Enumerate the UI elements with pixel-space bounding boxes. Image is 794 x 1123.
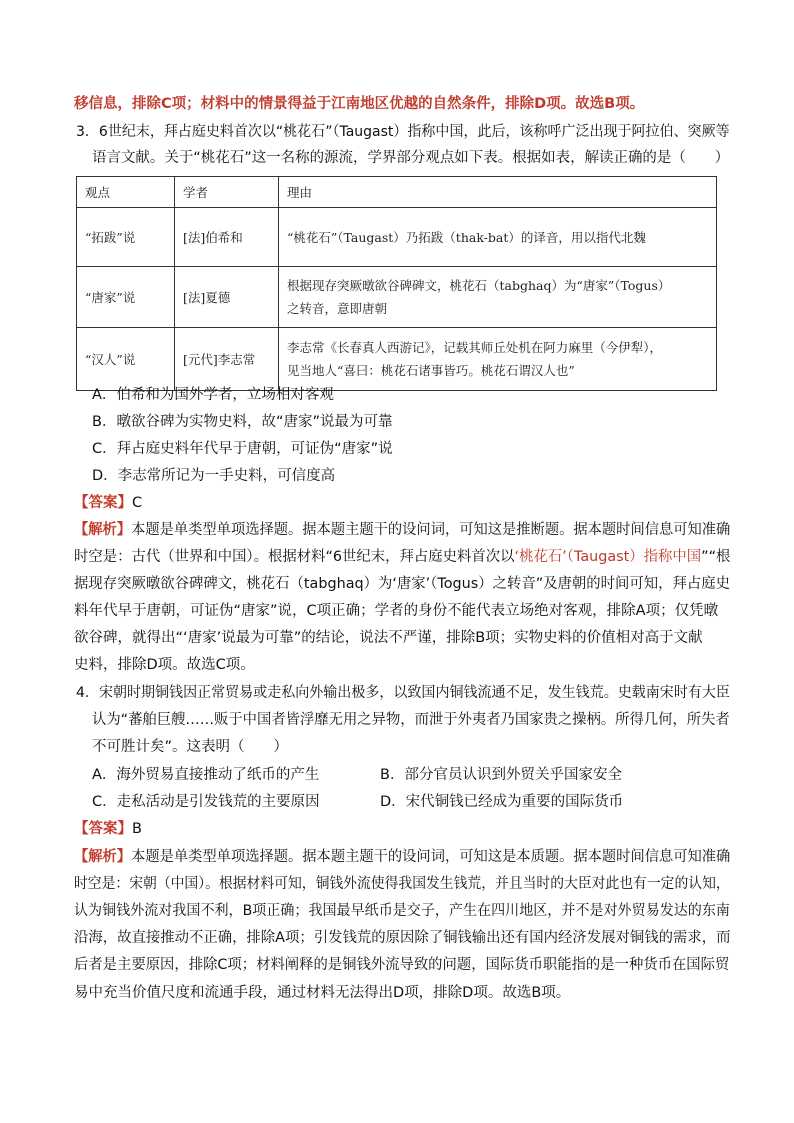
answer-label: 【答案】 (74, 821, 132, 837)
q3-option-b: B．暾欲谷碑为实物史料，故“唐家”说最为可靠 (92, 414, 393, 430)
q3-analysis-line-4: 料年代早于唐朝，可证伪“唐家”说，C项正确；学者的身份不能代表立场绝对客观，排除A项；仅凭暾 (74, 603, 719, 619)
q4-analysis-line-2: 时空是：宋朝（中国）。根据材料可知，铜钱外流使得我国发生钱荒，并且当时的大臣对此也有一定的认知， (74, 876, 730, 892)
q4-option-c: C．走私活动是引发钱荒的主要原因 (92, 794, 320, 810)
reason-line: 李志常《长春真人西游记》，记载其师丘处机在阿力麻里（今伊犁）， (287, 340, 663, 355)
table-cell-reason (279, 208, 717, 267)
table-row (77, 267, 717, 328)
reason-line: 之转音，意即唐朝 (287, 301, 388, 316)
answer-value: C (132, 495, 143, 511)
q4-answer (74, 817, 142, 841)
table-cell-view: “拓跋”说 (77, 208, 175, 267)
q4-option-d: D．宋代铜钱已经成为重要的国际货币 (380, 794, 624, 810)
q4-option-b: B．部分官员认识到外贸关乎国家安全 (380, 767, 622, 783)
analysis-label: 【解析】 (74, 849, 132, 865)
q3-stem-line-2: 语言文献。关于“桃花石”这一名称的源流，学界部分观点如下表。根据如表，解读正确的是（ ） (92, 150, 730, 166)
table-cell-scholar: [法]伯希和 (175, 208, 279, 267)
q4-stem-line-1: 4．宋朝时期铜钱因正常贸易或走私向外输出极多，以致国内铜钱流通不足，发生钱荒。史载南宋时有大臣 (76, 685, 730, 701)
analysis-text: 时空是：古代（世界和中国）。根据材料“6世纪末，拜占庭史料首次以 (74, 549, 515, 565)
table-header-scholar: 学者 (175, 177, 279, 208)
reason-line: 根据现存突厥暾欲谷碑碑文，桃花石（tabghaq）为“唐家”（Togus） (287, 278, 671, 293)
q4-stem-line-3: 不可胜计矣”。这表明（ ） (92, 739, 289, 755)
reason-line: 见当地人“喜曰：桃花石诸事皆巧。桃花石谓汉人也” (287, 363, 575, 378)
q4-analysis-line-4: 沿海，故直接推动不正确，排除A项；引发钱荒的原因除了铜钱输出还有国内经济发展对铜钱的需求，而 (74, 930, 731, 946)
q3-analysis-line-1 (74, 518, 730, 542)
q3-analysis-line-2 (74, 545, 730, 569)
table-cell-view: “汉人”说 (77, 328, 175, 391)
analysis-label: 【解析】 (74, 522, 132, 538)
table-header-row (77, 177, 717, 208)
q4-analysis-line-5: 后者是主要原因，排除C项；材料阐释的是铜钱外流导致的问题，国际货币职能指的是一种货币在国际贸 (74, 957, 730, 973)
q4-analysis-line-1 (74, 845, 730, 869)
previous-analysis-tail: 移信息，排除C项；材料中的情景得益于江南地区优越的自然条件，排除D项。故选B项。 (74, 96, 645, 112)
table-header-view: 观点 (77, 177, 175, 208)
q4-stem-line-2: 认为“蕃舶巨艘……贩于中国者皆浮靡无用之异物，而泄于外夷者乃国家贵之操柄。所得几何，所失者 (92, 712, 730, 728)
answer-value: B (132, 821, 142, 837)
q3-option-c: C．拜占庭史料年代早于唐朝，可证伪“唐家”说 (92, 441, 393, 457)
q3-option-a: A．伯希和为国外学者，立场相对客观 (92, 387, 334, 403)
analysis-text: 本题是单类型单项选择题。据本题主题干的设问词，可知这是本质题。据本题时间信息可知准确 (131, 849, 731, 865)
table-header-reason: 理由 (279, 177, 717, 208)
table-cell-scholar: [元代]李志常 (175, 328, 279, 391)
q3-option-d: D．李志常所记为一手史料，可信度高 (92, 468, 336, 484)
analysis-quote: ‘桃花石’（Taugast）指称中国 (514, 549, 702, 565)
q4-option-a: A．海外贸易直接推动了纸币的产生 (92, 767, 320, 783)
q3-analysis-line-3: 据现存突厥暾欲谷碑碑文，桃花石（tabghaq）为‘唐家’（Togus）之转音”及唐朝的时间可知，拜占庭史 (74, 576, 730, 592)
table-cell-reason (279, 328, 717, 391)
reason-line: “桃花石”（Taugast）乃拓跋（thak-bat）的译音，用以指代北魏 (287, 229, 646, 245)
table-row (77, 328, 717, 391)
analysis-text: ”“根 (701, 549, 731, 565)
q4-analysis-line-6: 易中充当价值尺度和流通手段，通过材料无法得出D项，排除D项。故选B项。 (74, 985, 571, 1001)
q3-analysis-line-5: 欲谷碑，就得出“‘唐家’说最为可靠”的结论，说法不严谨，排除B项；实物史料的价值相对高于文献 (74, 630, 703, 646)
q3-stem-line-1: 3．6世纪末，拜占庭史料首次以“桃花石”（Taugast）指称中国，此后，该称呼广泛出现于阿拉伯、突厥等 (76, 124, 730, 140)
analysis-text: 本题是单类型单项选择题。据本题主题干的设问词，可知这是推断题。据本题时间信息可知准确 (131, 522, 731, 538)
table-cell-scholar: [法]夏德 (175, 267, 279, 328)
table-cell-view: “唐家”说 (77, 267, 175, 328)
table-cell-reason (279, 267, 717, 328)
q3-answer (74, 491, 142, 515)
q3-analysis-line-6: 史料，排除D项。故选C项。 (74, 657, 255, 673)
q4-analysis-line-3: 认为铜钱外流对我国不利，B项正确；我国最早纸币是交子，产生在四川地区，并不是对外贸易发达的东南 (74, 903, 730, 919)
q3-views-table (76, 176, 717, 391)
table-row (77, 208, 717, 267)
answer-label: 【答案】 (74, 495, 132, 511)
